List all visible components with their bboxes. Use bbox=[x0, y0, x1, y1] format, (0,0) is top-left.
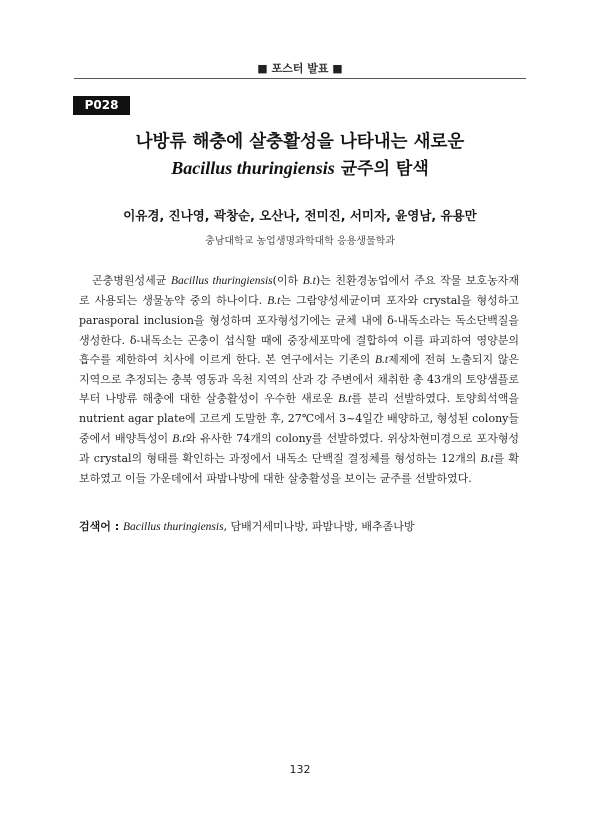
title-line-2-rest: 균주의 탐색 bbox=[334, 159, 429, 179]
abstract-text-segment: 곤충병원성세균 bbox=[92, 274, 171, 287]
keyword-species: Bacillus thuringiensis bbox=[122, 521, 224, 533]
abstract-text-segment: 와 유사한 74개의 colony를 선발하였다. 위상차현미경으로 포자형성과 crystal의 형태를 확인하는 과정에서 내독소 단백질 결정체를 형성하는 12개의 bbox=[79, 431, 519, 465]
abstract-text-segment: 는 그람양성세균이며 포자와 crystal을 형성하고 parasporal inclusion을 형성하며 포자형성기에는 균체 내에 δ-내독소라는 독소단백질을 생성한다. δ-내독소는 곤충이 섭식할 때에 중장세포막에 결합하여 이를 파괴하여 영양분의 흡수를 제한하여 치사에 이르게 한다. 본 연구에서는 기존의 bbox=[79, 294, 520, 366]
abstract-text-segment: 제제에 전혀 노출되지 않은 지역으로 추정되는 충북 영동과 옥천 지역의 산과 강 주변에서 채취한 총 43개의 토양샘플로부터 나방류 해충에 대한 살충활성이 우수한 새로운 bbox=[79, 352, 520, 406]
abstract-species-term: B.t bbox=[172, 432, 186, 445]
abstract-species-term: B.t bbox=[480, 452, 494, 465]
abstract-species-term: B.t bbox=[267, 295, 281, 308]
abstract-species-term: B.t bbox=[338, 393, 352, 406]
abstract-species-term: B.t bbox=[302, 275, 316, 287]
abstract-species-term: Bacillus thuringiensis bbox=[170, 275, 273, 287]
abstract-text-segment: 를 분리 선발하였다. 토양희석액을 nutrient agar plate에 고르게 도말한 후, 27℃에서 3~4일간 배양하고, 형성된 colony들 중에서 배양특성이 bbox=[79, 392, 520, 445]
title-line-2 bbox=[0, 156, 600, 181]
abstract-text-segment: 를 확보하였고 이들 가운데에서 파밤나방에 대한 살충활성을 보이는 균주를 선발하였다. bbox=[79, 451, 520, 486]
abstract-text-segment: (이하 bbox=[272, 274, 303, 287]
keywords-rest: , 담배거세미나방, 파밤나방, 배추좀나방 bbox=[223, 520, 415, 533]
abstract-species-term: B.t bbox=[374, 353, 389, 366]
title-line-1: 나방류 해충에 살충활성을 나타내는 새로운 bbox=[135, 132, 465, 152]
header-divider bbox=[74, 78, 526, 79]
poster-title bbox=[0, 130, 600, 181]
title-species-name: Bacillus thuringiensis bbox=[171, 158, 335, 178]
keywords-line bbox=[79, 518, 519, 534]
abstract-paragraph bbox=[79, 271, 519, 488]
author-affiliation: 충남대학교 농업생명과학대학 응용생물학과 bbox=[205, 236, 395, 247]
page-number: 132 bbox=[289, 763, 311, 776]
section-header-label: ■ 포스터 발표 ■ bbox=[257, 62, 343, 75]
keywords-label: 검색어 : bbox=[79, 520, 123, 533]
abstract-text-segment: )는 친환경농업에서 주요 작물 보호농자재로 사용되는 생물농약 중의 하나이다. bbox=[79, 274, 519, 308]
author-list: 이유경, 진나영, 곽창순, 오산나, 전미진, 서미자, 윤영남, 유용만 bbox=[123, 208, 477, 223]
poster-code-badge: P028 bbox=[73, 96, 130, 115]
